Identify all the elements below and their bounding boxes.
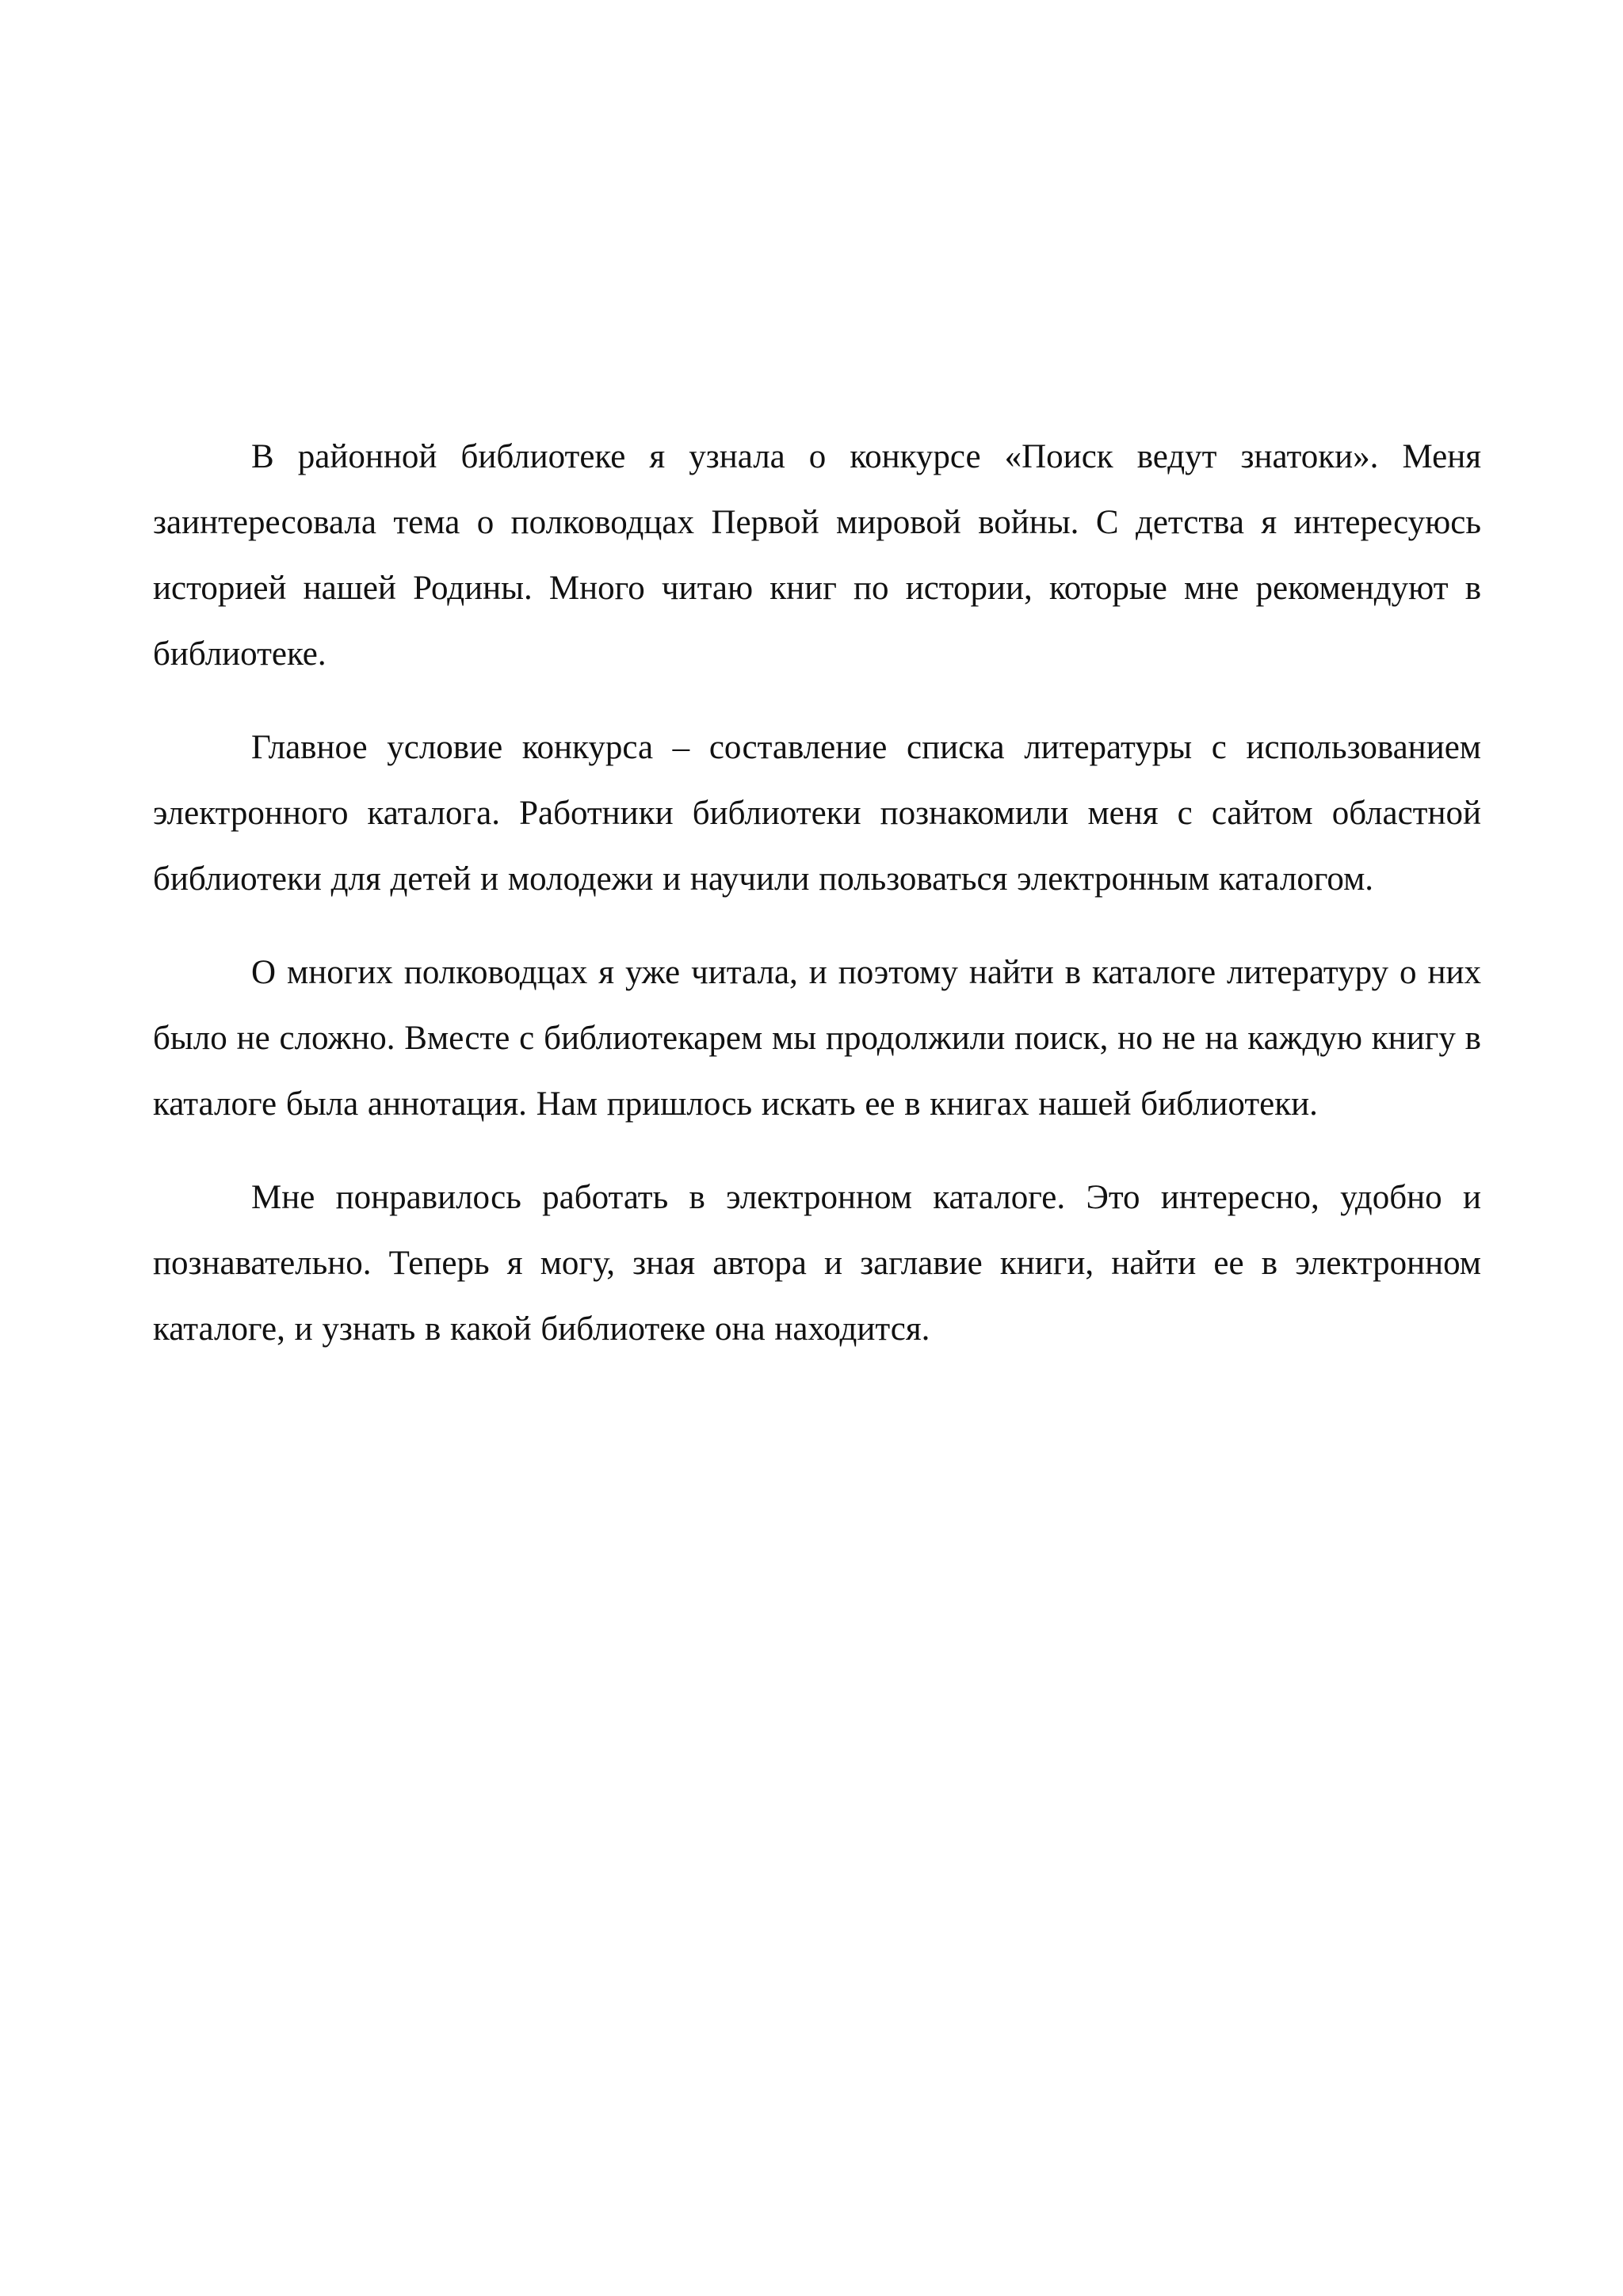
paragraph-contest-intro: В районной библиотеке я узнала о конкурсе «Поиск ведут знатоки». Меня заинтересовала тема о полководцах Первой мировой войны. С детства я интересуюсь историей нашей Родины. Много читаю книг по истории, которые мне рекомендуют в библиотеке. (153, 438, 1481, 673)
paragraph-catalog-search: О многих полководцах я уже читала, и поэтому найти в каталоге литературу о них было не сложно. Вместе с библиотекарем мы продолжили поиск, но не на каждую книгу в каталоге была аннотация. Нам пришлось искать ее в книгах нашей библиотеки. (153, 954, 1481, 1123)
paragraph-contest-condition: Главное условие конкурса – составление списка литературы с использованием электронного каталога. Работники библиотеки познакомили меня с сайтом областной библиотеки для детей и молодежи и научили пользоваться электронным каталогом. (153, 729, 1481, 898)
document-body (153, 424, 1481, 1362)
paragraph-conclusion: Мне понравилось работать в электронном каталоге. Это интересно, удобно и познавательно. Теперь я могу, зная автора и заглавие книги, найти ее в электронном каталоге, и узнать в какой библиотеке она находится. (153, 1179, 1481, 1348)
